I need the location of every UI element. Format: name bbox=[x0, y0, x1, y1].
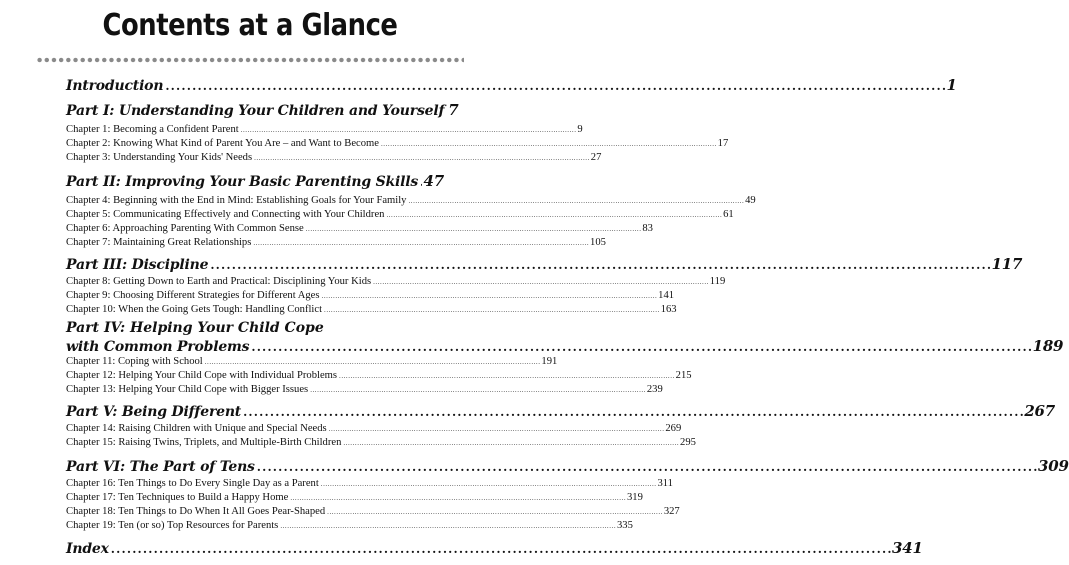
toc-entry-chapter-1[interactable] bbox=[66, 124, 583, 135]
toc-page-number: 319 bbox=[626, 492, 643, 503]
toc-label: with Common Problems bbox=[66, 339, 250, 355]
toc-page-number: 239 bbox=[646, 384, 663, 395]
toc-label: Chapter 19: Ten (or so) Top Resources for Parents bbox=[66, 520, 279, 531]
toc-entry-chapter-2[interactable] bbox=[66, 138, 729, 149]
toc-label: Chapter 15: Raising Twins, Triplets, and Multiple-Birth Children bbox=[66, 437, 342, 448]
toc-entry-chapter-11[interactable] bbox=[66, 356, 558, 367]
leader-dots bbox=[253, 239, 588, 247]
leader-dots bbox=[310, 386, 645, 394]
leader-dots bbox=[280, 522, 615, 530]
toc-page-number: 269 bbox=[665, 423, 682, 434]
toc-label: Chapter 13: Helping Your Child Cope with Bigger Issues bbox=[66, 384, 309, 395]
toc-label: Chapter 6: Approaching Parenting With Common Sense bbox=[66, 223, 304, 234]
toc-label: Chapter 17: Ten Techniques to Build a Happy Home bbox=[66, 492, 289, 503]
toc-label: Introduction bbox=[66, 78, 164, 94]
toc-page-number: 105 bbox=[590, 237, 606, 248]
toc-page-number: 47 bbox=[423, 172, 444, 190]
leader-dots bbox=[343, 439, 678, 447]
toc-page-number: 7 bbox=[448, 101, 459, 119]
toc-label: Chapter 5: Communicating Effectively and Connecting with Your Children bbox=[66, 209, 385, 220]
toc-entry-chapter-15[interactable] bbox=[66, 437, 696, 448]
leader-dots bbox=[339, 372, 674, 380]
toc-label: Part III: Discipline bbox=[66, 257, 209, 273]
leader-dots bbox=[322, 292, 657, 300]
toc-entry-chapter-16[interactable] bbox=[66, 478, 673, 489]
toc-page-number: 191 bbox=[541, 356, 558, 367]
toc-label: Part I: Understanding Your Children and Yourself bbox=[66, 103, 445, 119]
leader-dots bbox=[408, 197, 743, 205]
dotted-divider bbox=[36, 57, 464, 63]
toc-entry-chapter-5[interactable] bbox=[66, 209, 734, 220]
leader-dots bbox=[306, 225, 641, 233]
toc-entry-index[interactable] bbox=[66, 539, 923, 557]
toc-entry-chapter-17[interactable] bbox=[66, 492, 643, 503]
toc-label: Chapter 4: Beginning with the End in Mind: Establishing Goals for Your Family bbox=[66, 195, 407, 206]
toc-entry-introduction[interactable] bbox=[66, 76, 957, 94]
toc-page-number: 1 bbox=[946, 76, 957, 94]
leader-dots bbox=[381, 140, 716, 148]
toc-label: Chapter 1: Becoming a Confident Parent bbox=[66, 124, 239, 135]
toc-page-number: 311 bbox=[657, 478, 673, 489]
toc-entry-chapter-6[interactable] bbox=[66, 223, 653, 234]
toc-page-number: 119 bbox=[709, 276, 726, 287]
toc-page-number: 327 bbox=[663, 506, 680, 517]
toc-label: Part V: Being Different bbox=[66, 404, 242, 420]
toc-entry-chapter-14[interactable] bbox=[66, 423, 682, 434]
leader-dots bbox=[111, 542, 890, 556]
leader-dots bbox=[257, 460, 1036, 474]
leader-dots bbox=[241, 126, 576, 134]
leader-dots bbox=[327, 508, 662, 516]
leader-dots bbox=[165, 79, 944, 93]
toc-entry-chapter-13[interactable] bbox=[66, 384, 663, 395]
toc-page-number: 309 bbox=[1037, 457, 1069, 475]
leader-dots bbox=[290, 494, 625, 502]
toc-page-number: 9 bbox=[577, 124, 583, 135]
toc-page-number: 215 bbox=[675, 370, 692, 381]
toc-entry-part-3[interactable] bbox=[66, 255, 1023, 273]
toc-label: Chapter 11: Coping with School bbox=[66, 356, 203, 367]
toc-entry-part-2[interactable] bbox=[66, 172, 444, 190]
toc-label: Chapter 9: Choosing Different Strategies for Different Ages bbox=[66, 290, 320, 301]
toc-page-number: 61 bbox=[723, 209, 734, 220]
toc-label: Chapter 3: Understanding Your Kids' Needs bbox=[66, 152, 253, 163]
toc-label: Chapter 7: Maintaining Great Relationships bbox=[66, 237, 252, 248]
leader-dots bbox=[321, 480, 656, 488]
toc-entry-chapter-3[interactable] bbox=[66, 152, 602, 163]
toc-entry-part-4[interactable] bbox=[66, 337, 1064, 355]
leader-dots bbox=[243, 405, 1022, 419]
toc-label: Chapter 2: Knowing What Kind of Parent You Are – and Want to Become bbox=[66, 138, 379, 149]
toc-entry-chapter-10[interactable] bbox=[66, 304, 677, 315]
leader-dots bbox=[329, 425, 664, 433]
toc-page-number: 27 bbox=[590, 152, 602, 163]
toc-label: Chapter 8: Getting Down to Earth and Practical: Disciplining Your Kids bbox=[66, 276, 372, 287]
toc-label-part-4-line-1[interactable]: Part IV: Helping Your Child Cope bbox=[66, 320, 324, 336]
toc-page-number: 335 bbox=[616, 520, 633, 531]
leader-dots bbox=[420, 175, 421, 189]
toc-page-number: 295 bbox=[680, 437, 696, 448]
toc-entry-part-6[interactable] bbox=[66, 457, 1069, 475]
toc-entry-part-5[interactable] bbox=[66, 402, 1056, 420]
page-title: Contents at a Glance bbox=[102, 8, 398, 43]
toc-page-number: 267 bbox=[1024, 402, 1056, 420]
toc-label: Chapter 14: Raising Children with Unique and Special Needs bbox=[66, 423, 327, 434]
toc-entry-chapter-19[interactable] bbox=[66, 520, 633, 531]
toc-label: Chapter 10: When the Going Gets Tough: Handling Conflict bbox=[66, 304, 323, 315]
toc-label: Chapter 12: Helping Your Child Cope with Individual Problems bbox=[66, 370, 338, 381]
toc-label: Part II: Improving Your Basic Parenting Skills bbox=[66, 174, 419, 190]
leader-dots bbox=[254, 154, 589, 162]
toc-label: Index bbox=[66, 541, 109, 557]
leader-dots bbox=[324, 306, 659, 314]
toc-page-number: 83 bbox=[642, 223, 653, 234]
toc-entry-chapter-7[interactable] bbox=[66, 237, 606, 248]
toc-page-number: 117 bbox=[991, 255, 1023, 273]
toc-page-number: 341 bbox=[892, 539, 923, 557]
toc-page-number: 163 bbox=[660, 304, 677, 315]
toc-entry-chapter-9[interactable] bbox=[66, 290, 675, 301]
toc-page-number: 17 bbox=[717, 138, 729, 149]
leader-dots bbox=[373, 278, 708, 286]
toc-entry-chapter-12[interactable] bbox=[66, 370, 692, 381]
leader-dots bbox=[210, 258, 989, 272]
toc-label: Chapter 16: Ten Things to Do Every Single Day as a Parent bbox=[66, 478, 319, 489]
toc-page-number: 49 bbox=[745, 195, 756, 206]
toc-entry-part-1[interactable] bbox=[66, 101, 459, 119]
toc-page-number: 141 bbox=[658, 290, 675, 301]
leader-dots bbox=[386, 211, 721, 219]
toc-label: Chapter 18: Ten Things to Do When It All Goes Pear-Shaped bbox=[66, 506, 326, 517]
toc-entry-chapter-4[interactable] bbox=[66, 195, 756, 206]
leader-dots bbox=[251, 340, 1030, 354]
toc-label: Part VI: The Part of Tens bbox=[66, 459, 255, 475]
toc-page-number: 189 bbox=[1032, 337, 1064, 355]
leader-dots bbox=[205, 358, 540, 366]
toc-entry-chapter-8[interactable] bbox=[66, 276, 726, 287]
toc-entry-chapter-18[interactable] bbox=[66, 506, 680, 517]
